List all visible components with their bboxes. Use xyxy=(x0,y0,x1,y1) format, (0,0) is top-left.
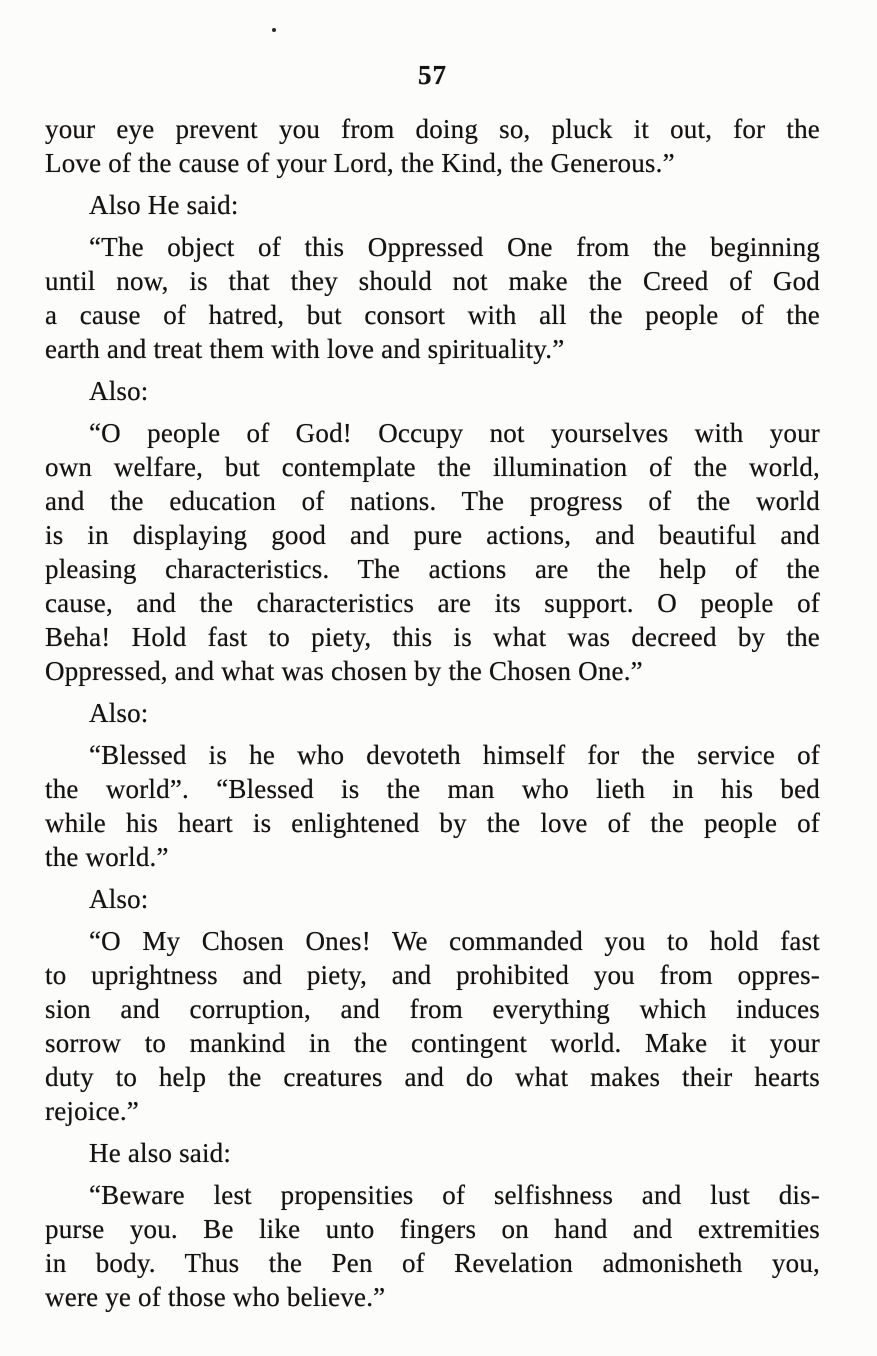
text-line: “The object of this Oppressed One from the beginning xyxy=(89,232,820,262)
text-line: until now, is that they should not make the Creed of God xyxy=(45,266,820,296)
text-line: “Beware lest propensities of selfishness and lust dis- xyxy=(89,1180,820,1210)
text-line: sion and corruption, and from everything which induces xyxy=(45,994,820,1024)
text-line: Love of the cause of your Lord, the Kind, the Generous.” xyxy=(45,148,675,178)
text-line: to uprightness and piety, and prohibited you from oppres- xyxy=(45,960,820,990)
text-line: a cause of hatred, but consort with all the people of the xyxy=(45,300,820,330)
text-line: the world.” xyxy=(45,842,169,872)
quote-paragraph xyxy=(45,1178,820,1314)
text-line: earth and treat them with love and spirituality.” xyxy=(45,334,565,364)
text-line: sorrow to mankind in the contingent world. Make it your xyxy=(45,1028,820,1058)
text-line: Also: xyxy=(89,698,149,728)
speaker-line xyxy=(45,696,820,730)
text-line: is in displaying good and pure actions, and beautiful and xyxy=(45,520,820,550)
text-line: the world”. “Blessed is the man who lieth in his bed xyxy=(45,774,820,804)
text-line: purse you. Be like unto fingers on hand and extremities xyxy=(45,1214,820,1244)
quote-paragraph xyxy=(45,416,820,688)
speaker-line xyxy=(45,882,820,916)
text-line: rejoice.” xyxy=(45,1096,139,1126)
text-line: Also: xyxy=(89,376,149,406)
speaker-line xyxy=(45,1136,820,1170)
text-line: Beha! Hold fast to piety, this is what was decreed by the xyxy=(45,622,820,652)
quote-paragraph xyxy=(45,738,820,874)
text-line: in body. Thus the Pen of Revelation admonisheth you, xyxy=(45,1248,820,1278)
text-line: were ye of those who believe.” xyxy=(45,1282,386,1312)
text-line: and the education of nations. The progress of the world xyxy=(45,486,820,516)
paragraph-continuation xyxy=(45,112,820,180)
text-line: cause, and the characteristics are its support. O people of xyxy=(45,588,820,618)
quote-paragraph xyxy=(45,230,820,366)
page-number: 57 xyxy=(418,60,447,90)
text-line: while his heart is enlightened by the love of the people of xyxy=(45,808,820,838)
text-line: Oppressed, and what was chosen by the Chosen One.” xyxy=(45,656,643,686)
text-block xyxy=(45,58,820,1322)
text-line: own welfare, but contemplate the illumination of the world, xyxy=(45,452,820,482)
speaker-line xyxy=(45,188,820,222)
text-line: “Blessed is he who devoteth himself for the service of xyxy=(89,740,820,770)
text-line: He also said: xyxy=(89,1138,232,1168)
text-line: “O My Chosen Ones! We commanded you to hold fast xyxy=(89,926,820,956)
text-line: pleasing characteristics. The actions are the help of the xyxy=(45,554,820,584)
quote-paragraph xyxy=(45,924,820,1128)
ink-speck-artifact xyxy=(272,28,276,32)
speaker-line xyxy=(45,374,820,408)
text-line: “O people of God! Occupy not yourselves with your xyxy=(89,418,820,448)
text-line: Also: xyxy=(89,884,149,914)
text-line: your eye prevent you from doing so, pluck it out, for the xyxy=(45,114,820,144)
text-line: duty to help the creatures and do what makes their hearts xyxy=(45,1062,820,1092)
text-line: Also He said: xyxy=(89,190,239,220)
